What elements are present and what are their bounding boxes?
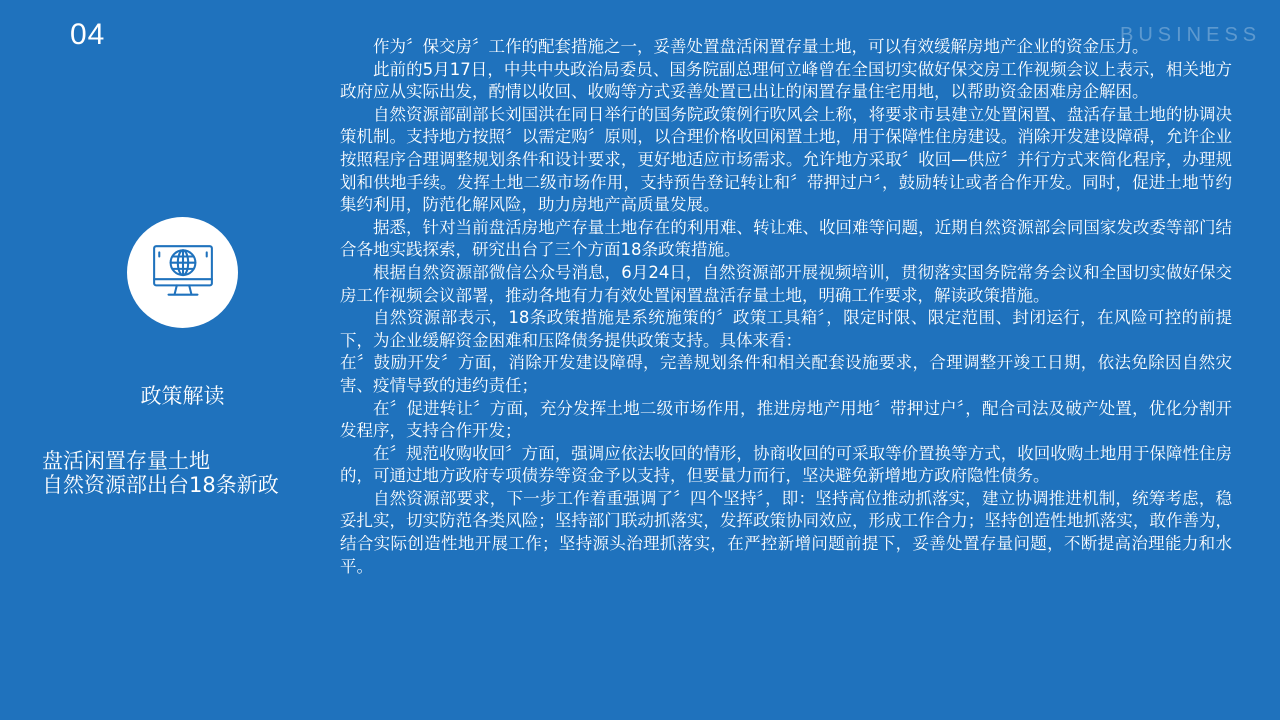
article-paragraph: 自然资源部副部长刘国洪在同日举行的国务院政策例行吹风会上称，将要求市县建立处置闲置、盘活存量土地的协调决策机制。支持地方按照〞以需定购〞原则，以合理价格收回闲置土地，用于保障性住房建设。消除开发建设障碍，允许企业按照程序合理调整规划条件和设计要求，更好地适应市场需求。允许地方采取〞收回—供应〞并行方式来简化程序，办理规划和供地手续。发挥土地二级市场作用，支持预告登记转让和〞带押过户〞，鼓励转让或者合作开发。同时，促进土地节约集约利用，防范化解风险，助力房地产高质量发展。 <box>340 104 1232 215</box>
article-paragraph: 在〞规范收购收回〞方面，强调应依法收回的情形，协商收回的可采取等价置换等方式，收回收购土地用于保障性住房的，可通过地方政府专项债券等资金予以支持，但要量力而行，坚决避免新增地方政府隐性债务。 <box>340 443 1232 486</box>
globe-monitor-icon <box>150 240 216 306</box>
article-paragraph: 自然资源部要求，下一步工作着重强调了〞四个坚持〞，即：坚持高位推动抓落实，建立协调推进机制，统筹考虑，稳妥扎实，切实防范各类风险；坚持部门联动抓落实，发挥政策协同效应，形成工作合力；坚持创造性地抓落实，敢作善为，结合实际创造性地开展工作；坚持源头治理抓落实，在严控新增问题前提下，妥善处置存量问题，不断提高治理能力和水平。 <box>340 488 1232 576</box>
icon-badge <box>127 217 238 328</box>
article-paragraph: 在〞鼓励开发〞方面，消除开发建设障碍，完善规划条件和相关配套设施要求，合理调整开竣工日期，依法免除因自然灾害、疫情导致的违约责任； <box>340 353 1232 395</box>
headline-line-2: 自然资源部出台18条新政 <box>42 473 279 497</box>
section-label: 政策解读 <box>140 384 225 408</box>
article-paragraph: 自然资源部表示，18条政策措施是系统施策的〞政策工具箱〞，限定时限、限定范围、封闭运行，在风险可控的前提下，为企业缓解资金困难和压降债务提供政策支持。具体来看： <box>340 308 1232 350</box>
article-paragraph: 此前的5月17日，中共中央政治局委员、国务院副总理何立峰曾在全国切实做好保交房工作视频会议上表示，相关地方政府应从实际出发，酌情以收回、收购等方式妥善处置已出让的闲置存量住宅用地，以帮助资金困难房企解困。 <box>340 59 1232 102</box>
article-body <box>340 36 1232 578</box>
headline <box>42 449 332 497</box>
article-paragraph: 作为〞保交房〞工作的配套措施之一，妥善处置盘活闲置存量土地，可以有效缓解房地产企业的资金压力。 <box>373 37 1149 56</box>
watermark-text: BUSINESS <box>1120 24 1262 46</box>
article-paragraph: 在〞促进转让〞方面，充分发挥土地二级市场作用，推进房地产用地〞带押过户〞，配合司法及破产处置，优化分割开发程序，支持合作开发； <box>340 398 1232 441</box>
headline-line-1: 盘活闲置存量土地 <box>42 449 210 473</box>
article-paragraph: 根据自然资源部微信公众号消息，6月24日，自然资源部开展视频培训，贯彻落实国务院常务会议和全国切实做好保交房工作视频会议部署，推动各地有力有效处置闲置盘活存量土地，明确工作要求，解读政策措施。 <box>340 262 1232 305</box>
article-paragraph: 据悉，针对当前盘活房地产存量土地存在的利用难、转让难、收回难等问题，近期自然资源部会同国家发改委等部门结合各地实践探索，研究出台了三个方面18条政策措施。 <box>340 217 1232 260</box>
page-number: 04 <box>70 18 106 51</box>
